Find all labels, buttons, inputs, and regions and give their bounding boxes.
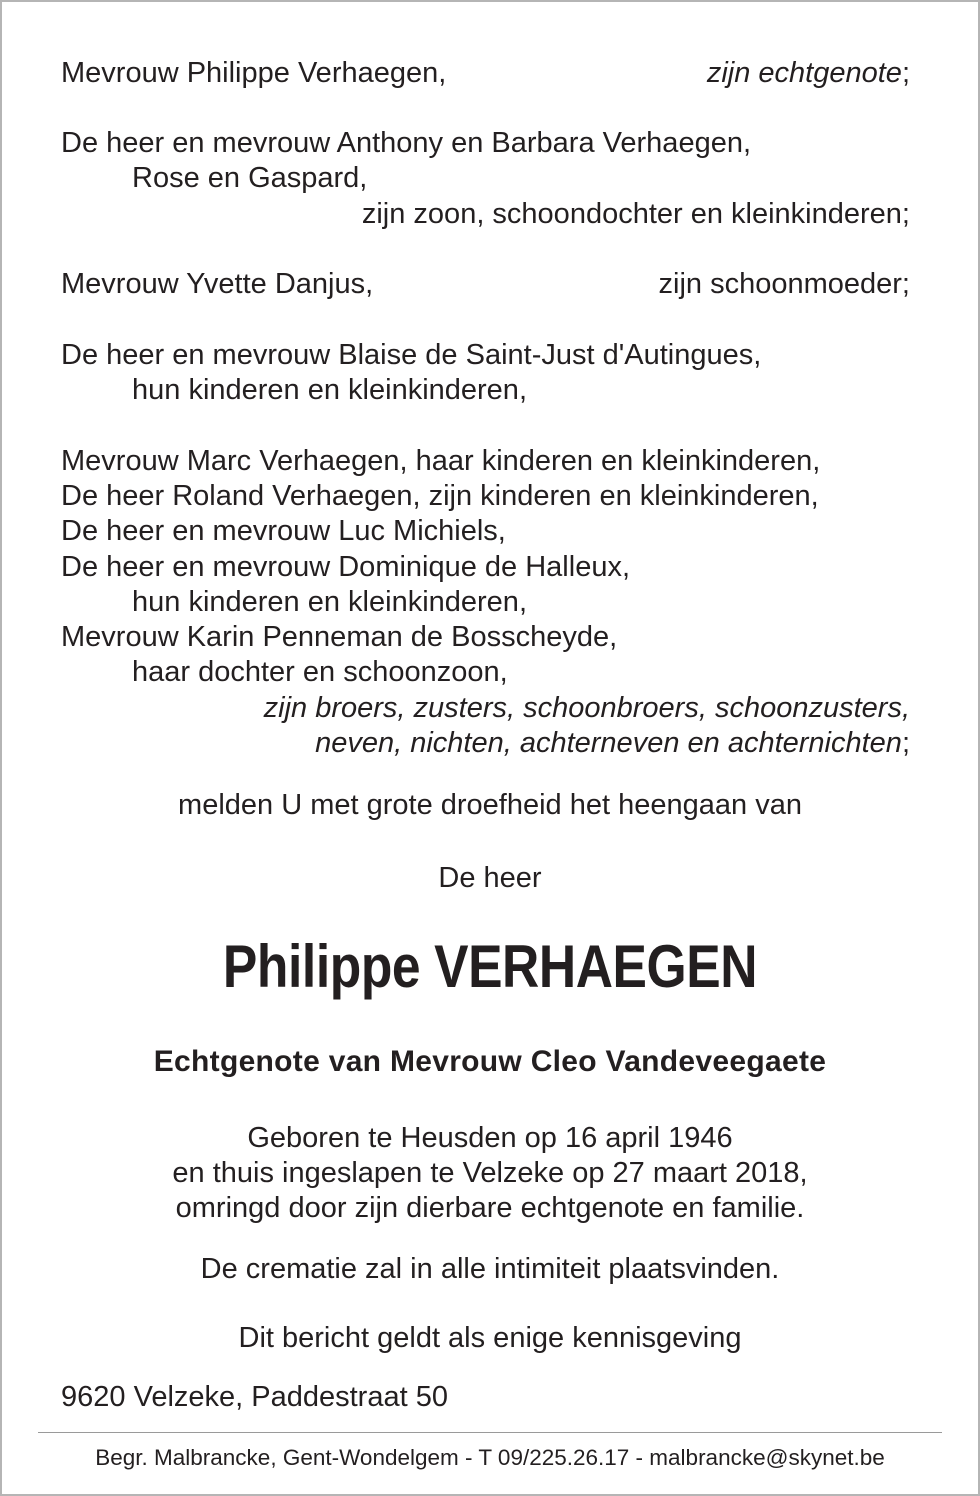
son-role: zijn zoon, schoondochter en kleinkinderen;	[361, 198, 910, 230]
sibling-line-4: De heer en mevrouw Dominique de Halleux,	[61, 551, 631, 583]
siblings-role-2-punct: ;	[901, 727, 910, 759]
address-line: 9620 Velzeke, Paddestraat 50	[61, 1381, 448, 1413]
sibling-line-6: Mevrouw Karin Penneman de Bosscheyde,	[61, 621, 618, 653]
siblings-role-2	[315, 726, 910, 761]
sibling-line-1: Mevrouw Marc Verhaegen, haar kinderen en kleinkinderen,	[61, 445, 821, 477]
footer-divider	[38, 1432, 942, 1433]
spouse-role-punct: ;	[901, 57, 910, 89]
born-line: Geboren te Heusden op 16 april 1946	[247, 1122, 733, 1154]
spouse-role-text: zijn echtgenote	[706, 57, 902, 89]
sibling-line-5: hun kinderen en kleinkinderen,	[132, 586, 527, 618]
blaise-line-1: De heer en mevrouw Blaise de Saint-Just d'Autingues,	[61, 339, 762, 371]
mother-in-law-role: zijn schoonmoeder;	[658, 268, 910, 300]
mother-in-law-name: Mevrouw Yvette Danjus,	[61, 268, 374, 300]
spouse-name: Mevrouw Philippe Verhaegen,	[61, 57, 447, 89]
blaise-line-2: hun kinderen en kleinkinderen,	[132, 374, 527, 406]
sibling-line-7: haar dochter en schoonzoon,	[132, 656, 508, 688]
son-line-2: Rose en Gaspard,	[132, 162, 368, 194]
subtitle: Echtgenote van Mevrouw Cleo Vandeveegaete	[153, 1045, 827, 1078]
sibling-line-3: De heer en mevrouw Luc Michiels,	[61, 515, 506, 547]
surrounded-line: omringd door zijn dierbare echtgenote en familie.	[175, 1192, 805, 1224]
died-line: en thuis ingeslapen te Velzeke op 27 maart 2018,	[172, 1157, 808, 1189]
son-line-1: De heer en mevrouw Anthony en Barbara Verhaegen,	[61, 127, 752, 159]
sibling-line-2: De heer Roland Verhaegen, zijn kinderen en kleinkinderen,	[61, 480, 819, 512]
deceased-name: Philippe VERHAEGEN	[222, 933, 758, 1000]
siblings-role-2-text: neven, nichten, achterneven en achternichten	[315, 727, 902, 759]
spouse-role	[707, 56, 910, 91]
siblings-role-1: zijn broers, zusters, schoonbroers, schoonzusters,	[263, 692, 910, 724]
footer-text: Begr. Malbrancke, Gent-Wondelgem - T 09/225.26.17 - malbrancke@skynet.be	[95, 1445, 885, 1470]
notice-line: Dit bericht geldt als enige kennisgeving	[238, 1322, 742, 1354]
intro-text: melden U met grote droefheid het heengaan van	[178, 789, 802, 821]
cremation-line: De crematie zal in alle intimiteit plaatsvinden.	[200, 1253, 780, 1285]
title-text: De heer	[438, 862, 542, 894]
